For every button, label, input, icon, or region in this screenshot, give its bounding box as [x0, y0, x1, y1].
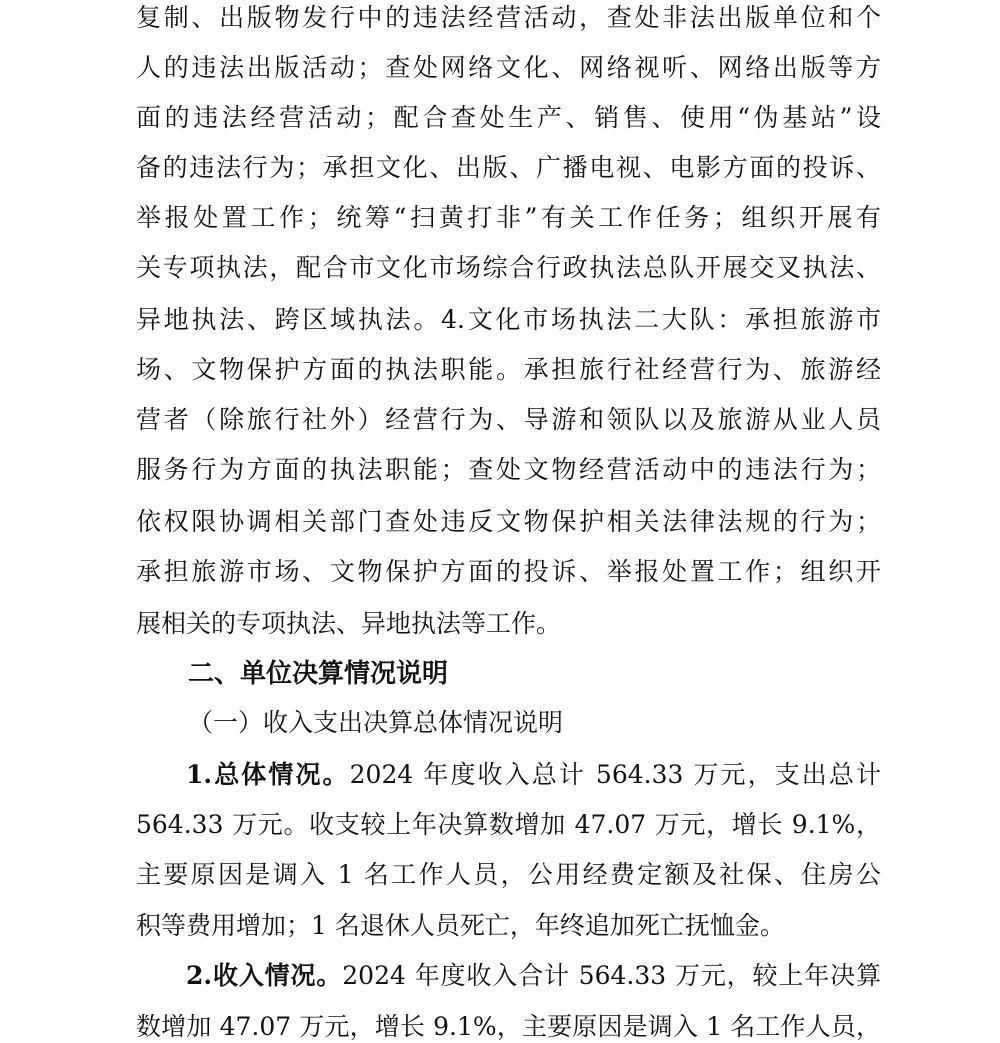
body-line-8: 场、文物保护方面的执法职能。承担旅行社经营行为、旅游经	[136, 355, 881, 384]
para2-line-2: 数增加 47.07 万元，增长 9.1%，主要原因是调入 1 名工作人员，	[136, 1012, 881, 1041]
para2-line1-text: 2024 年度收入合计 564.33 万元，较上年决算	[342, 961, 881, 990]
sub-heading: （一）收入支出决算总体情况说明	[188, 708, 564, 737]
body-line-12: 承担旅游市场、文物保护方面的投诉、举报处置工作；组织开	[136, 557, 881, 586]
para1-lead: 1.总体情况。	[186, 760, 350, 789]
body-line-10: 服务行为方面的执法职能；查处文物经营活动中的违法行为；	[136, 455, 881, 484]
body-line-3: 面的违法经营活动；配合查处生产、销售、使用“伪基站”设	[136, 103, 881, 132]
para1-line1-text: 2024 年度收入总计 564.33 万元，支出总计	[349, 760, 881, 789]
section-heading: 二、单位决算情况说明	[188, 659, 449, 689]
body-line-4: 备的违法行为；承担文化、出版、广播电视、电影方面的投诉、	[136, 153, 881, 182]
body-line-7: 异地执法、跨区域执法。4.文化市场执法二大队：承担旅游市	[136, 305, 881, 334]
body-line-13: 展相关的专项执法、异地执法等工作。	[136, 609, 562, 638]
para1-line-2: 564.33 万元。收支较上年决算数增加 47.07 万元，增长 9.1%，	[136, 810, 881, 839]
body-line-5: 举报处置工作；统筹“扫黄打非”有关工作任务；组织开展有	[136, 203, 881, 232]
para1-line-4: 积等费用增加；1 名退休人员死亡，年终追加死亡抚恤金。	[136, 911, 785, 940]
body-line-1: 复制、出版物发行中的违法经营活动，查处非法出版单位和个	[136, 3, 881, 32]
body-line-2: 人的违法出版活动；查处网络文化、网络视听、网络出版等方	[136, 53, 881, 82]
para1-line-3: 主要原因是调入 1 名工作人员，公用经费定额及社保、住房公	[136, 860, 881, 889]
body-line-9: 营者（除旅行社外）经营行为、导游和领队以及旅游从业人员	[136, 405, 881, 434]
para2-line-1	[186, 961, 881, 991]
body-line-11: 依权限协调相关部门查处违反文物保护相关法律法规的行为；	[136, 507, 881, 536]
body-line-6: 关专项执法，配合市文化市场综合行政执法总队开展交叉执法、	[136, 253, 881, 282]
para2-lead: 2.收入情况。	[186, 961, 343, 990]
para1-line-1	[186, 760, 881, 790]
